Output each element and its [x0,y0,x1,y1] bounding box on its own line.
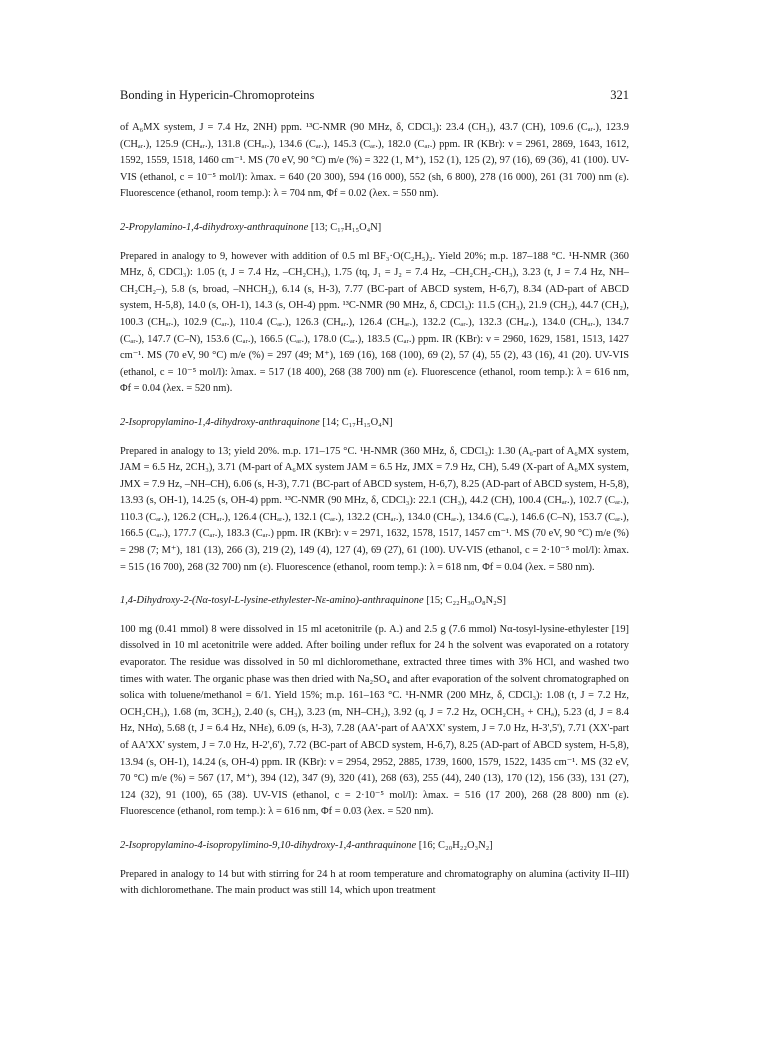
paragraph: Prepared in analogy to 14 but with stirring for 24 h at room temperature and chromatography on alumina (activity II–III) with dichloromethane. The main product was still 14, which upon treatment [120,868,629,897]
paragraph: Prepared in analogy to 13; yield 20%. m.p. 171–175 °C. ¹H-NMR (360 MHz, δ, CDCl₃): 1.30 (A₆-part of A₆MX system, JAM = 6.5 Hz, 2CH₃), 3.71 (M-part of A₆MX system JAM = 6.5 Hz, JMX = 7.9 Hz, CH), 5.49 (X-part of A₆MX system, JMX = 7.9 Hz, –NH–CH), 6.06 (s, H-3), 7.71 (BC-part of ABCD system, H-6,7), 8.25 (AD-part of ABCD system, H-5,8), 13.93 (s, OH-1), 14.25 (s, OH-4) ppm. ¹³C-NMR (90 MHz, δ, CDCl₃): 22.1 (CH₃), 44.2 (CH), 100.4 (CHₐᵣ.), 102.7 (Cₐᵣ.), 110.3 (Cₐᵣ.), 126.2 (CHₐᵣ.), 126.4 (CHₐᵣ.), 132.1 (Cₐᵣ.), 132.2 (CHₐᵣ.), 134.0 (CHₐᵣ.), 134.6 (Cₐᵣ.), 146.6 (C–N), 153.7 (Cₐᵣ.), 166.5 (Cₐᵣ.), 177.7 (Cₐᵣ.), 183.3 (Cₐᵣ.) ppm. IR (KBr): ν = 2971, 1632, 1578, 1517, 1457 cm⁻¹. MS (70 eV, 90 °C) m/e (%) = 298 (7; M⁺), 181 (13), 266 (3), 219 (2), 149 (4), 127 (4), 69 (27), 61 (100). UV-VIS (ethanol, c = 2·10⁻⁵ mol/l): λmax. = 515 (16 700), 268 (32 700) nm (ε). Fluorescence (ethanol, room temp.): λ = 618 nm, Φf = 0.04 (λex. = 580 nm). [120,445,629,573]
paragraph: Prepared in analogy to 9, however with addition of 0.5 ml BF₃·O(C₂H₅)₂. Yield 20%; m.p. 187–188 °C. ¹H-NMR (360 MHz, δ, CDCl₃): 1.05 (t, J = 7.4 Hz, –CH₂CH₃), 1.75 (tq, J₁ = J₂ = 7.4 Hz, –CH₂CH₂-CH₃), 3.23 (t, J = 7.4 Hz, NH–CH₂CH₂–), 5.8 (s, broad, –NHCH₂), 6.14 (s, H-3), 7.77 (BC-part of ABCD system, H-6,7), 8.34 (AD-part of ABCD system, H-5,8), 14.0 (s, OH-1), 14.3 (s, OH-4) ppm. ¹³C-NMR (90 MHz, δ, CDCl₃): 11.5 (CH₃), 21.9 (CH₂), 44.7 (CH₂), 100.3 (CHₐᵣ.), 102.9 (Cₐᵣ.), 110.4 (Cₐᵣ.), 126.3 (CHₐᵣ.), 126.4 (CHₐᵣ.), 132.2 (Cₐᵣ.), 132.3 (CHₐᵣ.), 134.0 (CHₐᵣ.), 134.7 (Cₐᵣ.), 147.7 (C–N), 153.6 (Cₐᵣ.), 166.5 (Cₐᵣ.), 178.0 (Cₐᵣ.), 183.5 (Cₐᵣ.) ppm. IR (KBr): ν = 2960, 1629, 1581, 1513, 1427 cm⁻¹. MS (70 eV, 90 °C) m/e (%) = 297 (49; M⁺), 169 (16), 168 (100), 69 (2), 57 (4), 55 (2), 43 (16), 41 (20). UV-VIS (ethanol, c = 10⁻⁵ mol/l): λmax. = 517 (18 400), 268 (38 700) nm (ε). Fluorescence (ethanol, room temp.): λ = 616 nm, Φf = 0.04 (λex. = 520 nm). [120,250,629,395]
compound-formula: [16; C₂₀H₂₂O₃N₂] [418,839,493,851]
running-header [120,88,629,103]
compound-name: 1,4-Dihydroxy-2-(Nα-tosyl-L-lysine-ethylester-Nε-amino)-anthraquinone [120,595,424,607]
compound-heading [120,415,629,432]
compound-heading [120,593,629,610]
running-title: Bonding in Hypericin-Chromoproteins [120,88,315,102]
paragraph: 100 mg (0.41 mmol) 8 were dissolved in 15 ml acetonitrile (p. A.) and 2.5 g (7.6 mmol) Nα-tosyl-lysine-ethylester [19] dissolved in 10 ml acetonitrile were added. After boiling under reflux for 24 h the solvent was evaporated on a rotatory evaporator. The residue was dissolved in 50 ml dichloromethane, extracted three times with 3% HCl, and washed two times with water. The organic phase was then dried with Na₂SO₄ and after evaporation of the solvent chromatographed on solica with toluene/methanol = 6/1. Yield 15%; m.p. 161–163 °C. ¹H-NMR (200 MHz, δ, CDCl₃): 1.08 (t, J = 7.2 Hz, OCH₂CH₃), 1.68 (m, 3CH₂), 2.40 (s, CH₃), 3.23 (m, NH–CH₂), 3.92 (q, J = 7.2 Hz, OCH₂CH₃ + CHₐ), 5.23 (d, J = 8.4 Hz, NHα), 5.68 (t, J = 6.4 Hz, NHε), 6.09 (s, H-3), 7.28 (AA'-part of AA'XX' system, J = 7.0 Hz, H-3',5'), 7.71 (XX'-part of AA'XX' system, J = 7.0 Hz, H-2',6'), 7.72 (BC-part of ABCD system, H-6,7), 8.25 (AD-part of ABCD system, H-5,8), 13.94 (s, OH-1), 14.24 (s, OH-4) ppm. IR (KBr): ν = 2954, 2952, 2885, 1739, 1600, 1579, 1522, 1435 cm⁻¹. MS (32 eV, 70 °C) m/e (%) = 567 (17, M⁺), 394 (12), 347 (9), 320 (41), 268 (63), 255 (44), 240 (13), 170 (12), 156 (33), 131 (27), 124 (32), 91 (100), 65 (38). UV-VIS (ethanol, c = 2·10⁻⁵ mol/l): λmax. = 516 (17 200), 268 (28 800) nm (ε). Fluorescence (ethanol, rom temp.): λ = 616 nm, Φf = 0.03 (λex. = 520 nm). [120,623,629,818]
compound-heading [120,838,629,855]
paragraph: of A₆MX system, J = 7.4 Hz, 2NH) ppm. ¹³C-NMR (90 MHz, δ, CDCl₃): 23.4 (CH₃), 43.7 (CH), 109.6 (Cₐᵣ.), 123.9 (CHₐᵣ.), 125.9 (CHₐᵣ.), 131.8 (CHₐᵣ.), 134.6 (Cₐᵣ.), 145.3 (Cₐᵣ.), 182.0 (Cₐᵣ.) ppm. IR (KBr): ν = 2961, 2869, 1643, 1612, 1592, 1559, 1518, 1460 cm⁻¹. MS (70 eV, 90 °C) m/e (%) = 322 (1, M⁺), 152 (1), 125 (2), 97 (16), 69 (36), 41 (100). UV-VIS (ethanol, c = 10⁻⁵ mol/l): λmax. = 640 (20 300), 594 (16 000), 552 (sh, 6 800), 278 (16 000), 261 (31 700) nm (ε). Fluorescence (ethanol, room temp.): λ = 704 nm, Φf = 0.02 (λex. = 550 nm). [120,122,629,200]
page-number: 321 [610,88,629,102]
compound-heading [120,220,629,237]
compound-name: 2-Propylamino-1,4-dihydroxy-anthraquinone [120,221,309,233]
compound-formula: [14; C₁₇H₁₅O₄N] [322,416,393,428]
compound-formula: [13; C₁₇H₁₅O₄N] [310,221,382,233]
compound-name: 2-Isopropylamino-1,4-dihydroxy-anthraquinone [120,416,320,428]
article-body [120,120,629,900]
compound-formula: [15; C₂₂H₃₀O₈N₂S] [426,595,506,607]
compound-name: 2-Isopropylamino-4-isopropylimino-9,10-dihydroxy-1,4-anthraquinone [120,839,417,851]
